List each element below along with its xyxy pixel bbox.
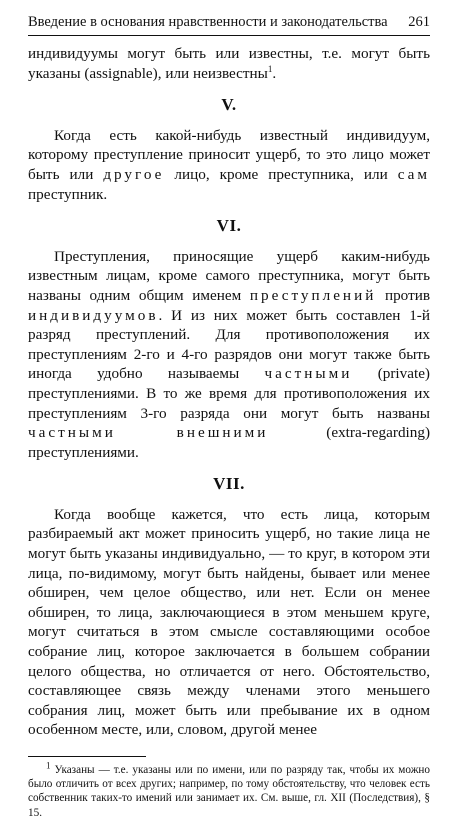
section-vi-text-3: . И из них может быть составлен 1-й разряд преступлений. Для противоположения их преступлениям 2-го и 4-го разрядов они могут также быть иногда удобно называемы <box>28 306 430 383</box>
spaced-emphasis: преступлений <box>249 286 377 304</box>
main-text <box>28 44 430 740</box>
running-header-title: Введение в основания нравственности и законодательства <box>28 14 388 30</box>
spaced-emphasis: другое <box>103 165 165 183</box>
continuation-tail: . <box>272 64 277 82</box>
section-vi-text-1: Преступления, приносящие ущерб каким-нибудь известным лицам, кроме самого преступника, могут быть названы одним общим именем <box>28 247 430 304</box>
section-v-text-2: лицо, кроме преступника, или <box>164 165 398 183</box>
spaced-emphasis: частными внешними <box>28 424 269 442</box>
section-vi-text-4: (private) преступлениями. В то же время для противоположения их преступлениям 3-го разряда они могут быть названы <box>28 365 430 422</box>
section-heading-v: V. <box>221 95 237 115</box>
spaced-emphasis: индивидуумов <box>28 306 159 324</box>
spaced-emphasis: частными <box>264 365 353 383</box>
footnote-reference[interactable]: 1 <box>267 63 273 74</box>
continuation-text: индивидуумы могут быть или известны, т.е. могут быть указаны (assignable), или неизвестны <box>28 45 430 82</box>
section-v-text-3: преступник. <box>28 185 108 203</box>
section-heading-vi: VI. <box>216 216 242 236</box>
footnote-marker: 1 <box>46 760 51 771</box>
section-vi-paragraph <box>28 247 430 463</box>
section-v-paragraph <box>28 126 430 204</box>
section-vi-text-2: против <box>376 286 431 304</box>
continuation-paragraph <box>28 44 430 83</box>
footnote-text: Указаны — т.е. указаны или по имени, или по разряду так, чтобы их можно было отличить от всех других; например, по тому обстоятельству, что человек есть собственник таких-то имений или занимает их. См. выше, гл. XII (Последствия), § 15. <box>28 764 431 819</box>
section-vi-text-5: (extra-regarding) преступлениями. <box>28 424 430 461</box>
section-v-text-1: Когда есть какой-нибудь известный индивидуум, которому преступление приносит ущерб, то это лицо может быть или <box>28 126 430 183</box>
page-number: 261 <box>408 14 430 30</box>
running-header <box>28 14 430 36</box>
section-vii-paragraph: Когда вообще кажется, что есть лица, которым разбираемый акт может приносить ущерб, но такие лица не могут быть указаны индивидуально, — то круг, в котором эти лица, по-видимому, могут быть найдены, бывает или менее обширен, чем целое общество, или нет. Если он менее обширен, то лица, заключающиеся в этом меньшем круге, могут считаться в этом смысле составляющими особое собрание лиц, которое заключается в большем собрании целого общества, но отличается от него. Обстоятельство, составляющее связь между членами этого меньшего собрания лиц, может быть или пребывание их в одном особенном месте, или, словом, другой менее <box>28 505 430 739</box>
section-heading-vii: VII. <box>213 474 245 494</box>
spaced-emphasis: сам <box>397 165 430 183</box>
footnote-divider <box>28 756 146 757</box>
footnote <box>28 760 431 820</box>
